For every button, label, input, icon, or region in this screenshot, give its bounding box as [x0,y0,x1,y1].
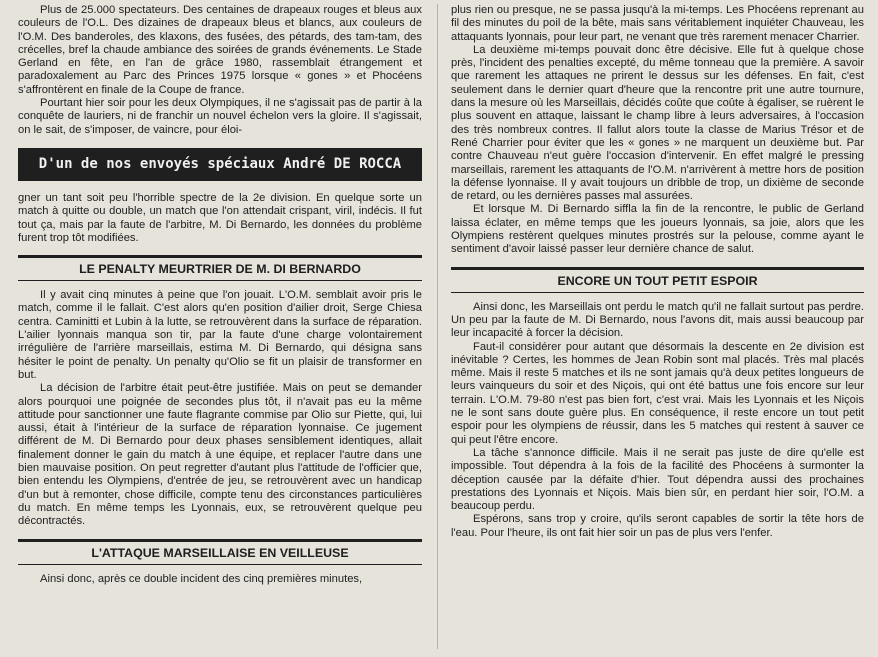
left-paragraph-5: La décision de l'arbitre était peut-être justifiée. Mais on peut se demander alors pourquoi une poignée de secondes plus tôt, il n'avait pas eu la même attitude pour sanctionner une faute flagrante commise par Olio sur Piette, qui, lui aussi, était à l'intérieur de la surface de réparation lyonnaise. Ce jugement différent de M. Di Bernardo pour deux phases sensiblement identiques, allait finalement donner le gain du match à une équipe, et replacer l'autre dans une bien mauvaise position. On peut regretter d'autant plus l'attitude de l'officier que, bien entendu les Olympiens, d'entrée de jeu, se retrouvèrent avec un handicap d'un but à remonter, chose difficile, compte tenu des circonstances particulières du match. En même temps les Lyonnais, eux, se retrouvèrent quelque peu décontractés. [18,382,422,528]
left-paragraph-4: Il y avait cinq minutes à peine que l'on jouait. L'O.M. semblait avoir pris le match, comme il le fallait. C'est alors qu'en position d'ailier droit, Serge Chiesa centra. Caminitti et Lubin à la lutte, se retrouvèrent dans la surface de réparation. L'ailier lyonnais manqua son tir, par la faute d'une charge volontairement irrégulière de l'arrière marseillais, estima M. Di Bernardo, qui désigna sans hésiter le point de penalty. Un penalty qu'Olio se fit un plaisir de transformer en but. [18,289,422,381]
right-paragraph-7: Espérons, sans trop y croire, qu'ils seront capables de sortir la tête hors de l'eau. Pour l'heure, ils ont fait hier soir un pas de plus vers l'enfer. [451,513,864,539]
heading-title: LE PENALTY MEURTRIER DE M. DI BERNARDO [79,262,361,277]
left-paragraph-1: Plus de 25.000 spectateurs. Des centaines de drapeaux rouges et bleus aux couleurs de l'O.L. Des dizaines de drapeaux bleus et blancs, aux couleurs de l'O.M. Des banderoles, des klaxons, des fusées, des pétards, des tam-tam, des crécelles, bref la chaude ambiance des soirées de grands événements. Le Stade Gerland en fête, en l'an de grâce 1980, rassemblait étrangement et paradoxalement au Parc des Princes 1975 lorsque « gones » et Phocéens s'affrontèrent en finale de la Coupe de france. [18,4,422,96]
section-heading-espoir [451,267,864,293]
left-column [18,4,422,586]
column-divider [437,4,438,649]
heading-title: ENCORE UN TOUT PETIT ESPOIR [557,273,758,288]
right-column [451,4,864,540]
section-heading-attaque [18,539,422,565]
heading-rule [451,292,864,293]
right-paragraph-1: plus rien ou presque, ne se passa jusqu'à la mi-temps. Les Phocéens reprenant au fil des minutes du poil de la bête, mais sans véritablement inquiéter Chauveau, les attaquants lyonnais, pour leur part, ne venant que très rarement menacer Charrier. [451,4,864,43]
section-heading-penalty [18,255,422,281]
right-paragraph-4: Ainsi donc, les Marseillais ont perdu le match qu'il ne fallait surtout pas perdre. Un peu par la faute de M. Di Bernardo, nous l'avons dit, mais aussi beaucoup par leur incapacité à forcer la décision. [451,300,864,340]
left-paragraph-3: gner un tant soit peu l'horrible spectre de la 2e division. En quelque sorte un match à quitte ou double, un match que l'on attendait crispant, viril, indécis. Il fut tout ça, mais par la faute de l'arbitre, M. Di Bernardo, les données du problème furent trop tôt modifiées. [18,191,422,244]
left-paragraph-6: Ainsi donc, après ce double incident des cinq premières minutes, [40,572,363,585]
right-paragraph-3: Et lorsque M. Di Bernardo siffla la fin de la rencontre, le public de Gerland laissa éclater, en même temps que les joueurs lyonnais, sa joie, alors que les Olympiens restèrent quelques minutes prostrés sur la pelouse, comme ayant le sentiment d'avoir laissé passer leur dernière chance de salut. [451,203,864,256]
heading-rule [18,280,422,281]
byline-banner: D'un de nos envoyés spéciaux André DE ROCCA [18,148,422,181]
heading-rule [18,564,422,565]
right-paragraph-2: La deuxième mi-temps pouvait donc être décisive. Elle fut à quelque chose près, l'incident des penalties excepté, du même tonneau que la première. A savoir que rarement les attaques ne prirent le dessus sur les défenses. En fait, c'est seulement dans le dernier quart d'heure que la rencontre prit une autre tournure, dans la mesure où les Marseillais, décidés coûte que coûte à égaliser, se ruèrent le plus souvent en attaque, laissant le champ libre à leurs adversaires, à l'occasion des très nombreux contres. Il fallut alors toute la classe de Marius Trésor et de René Charrier pour éviter que les « gones » ne marquent un deuxième but. Par contre Chauveau n'eut guère l'occasion d'intervenir. En effet malgré le pressing marseillais, rarement les attaquants de l'O.M. n'arrivèrent à mettre hors de position la défense lyonnaise. Il y avait toujours un dribble de trop, un dixième de seconde de retard, ou les dernières passes mal assurées. [451,43,864,203]
right-paragraph-5: Faut-il considérer pour autant que désormais la descente en 2e division est inévitable ? Certes, les hommes de Jean Robin sont mal placés. Très mal placés même. Mais il reste 5 matches et ils ne sont jamais qu'à deux petites longueurs de leurs vainqueurs du soir et des Niçois, qui ont été battus une fois encore sur leur terrain. L'O.M. 79-80 n'est pas bien fort, c'est vrai. Mais les Lyonnais et les Niçois ne le sont sans doute guère plus. En conséquence, il reste encore un tout petit espoir pour les olympiens de réussir, dans les 5 matches qui restent à sauver ce qui peut l'être encore. [451,340,864,446]
right-paragraph-6: La tâche s'annonce difficile. Mais il ne serait pas juste de dire qu'elle est impossible. Tout dépendra à la fois de la facilité des Phocéens à surmonter la déception causée par la défaite d'hier. Tout dépendra aussi des prochaines prestations des Lyonnais et Niçois. Mais bien sûr, en perdant hier soir, l'O.M. a beaucoup perdu. [451,446,864,513]
heading-title: L'ATTAQUE MARSEILLAISE EN VEILLEUSE [91,545,349,560]
left-paragraph-2: Pourtant hier soir pour les deux Olympiques, il ne s'agissait pas de partir à la conquête de lauriers, ni de franchir un nouvel échelon vers la gloire. Il s'agissait, on le sait, de s'imposer, de vaincre, pour éloi- [18,97,422,136]
